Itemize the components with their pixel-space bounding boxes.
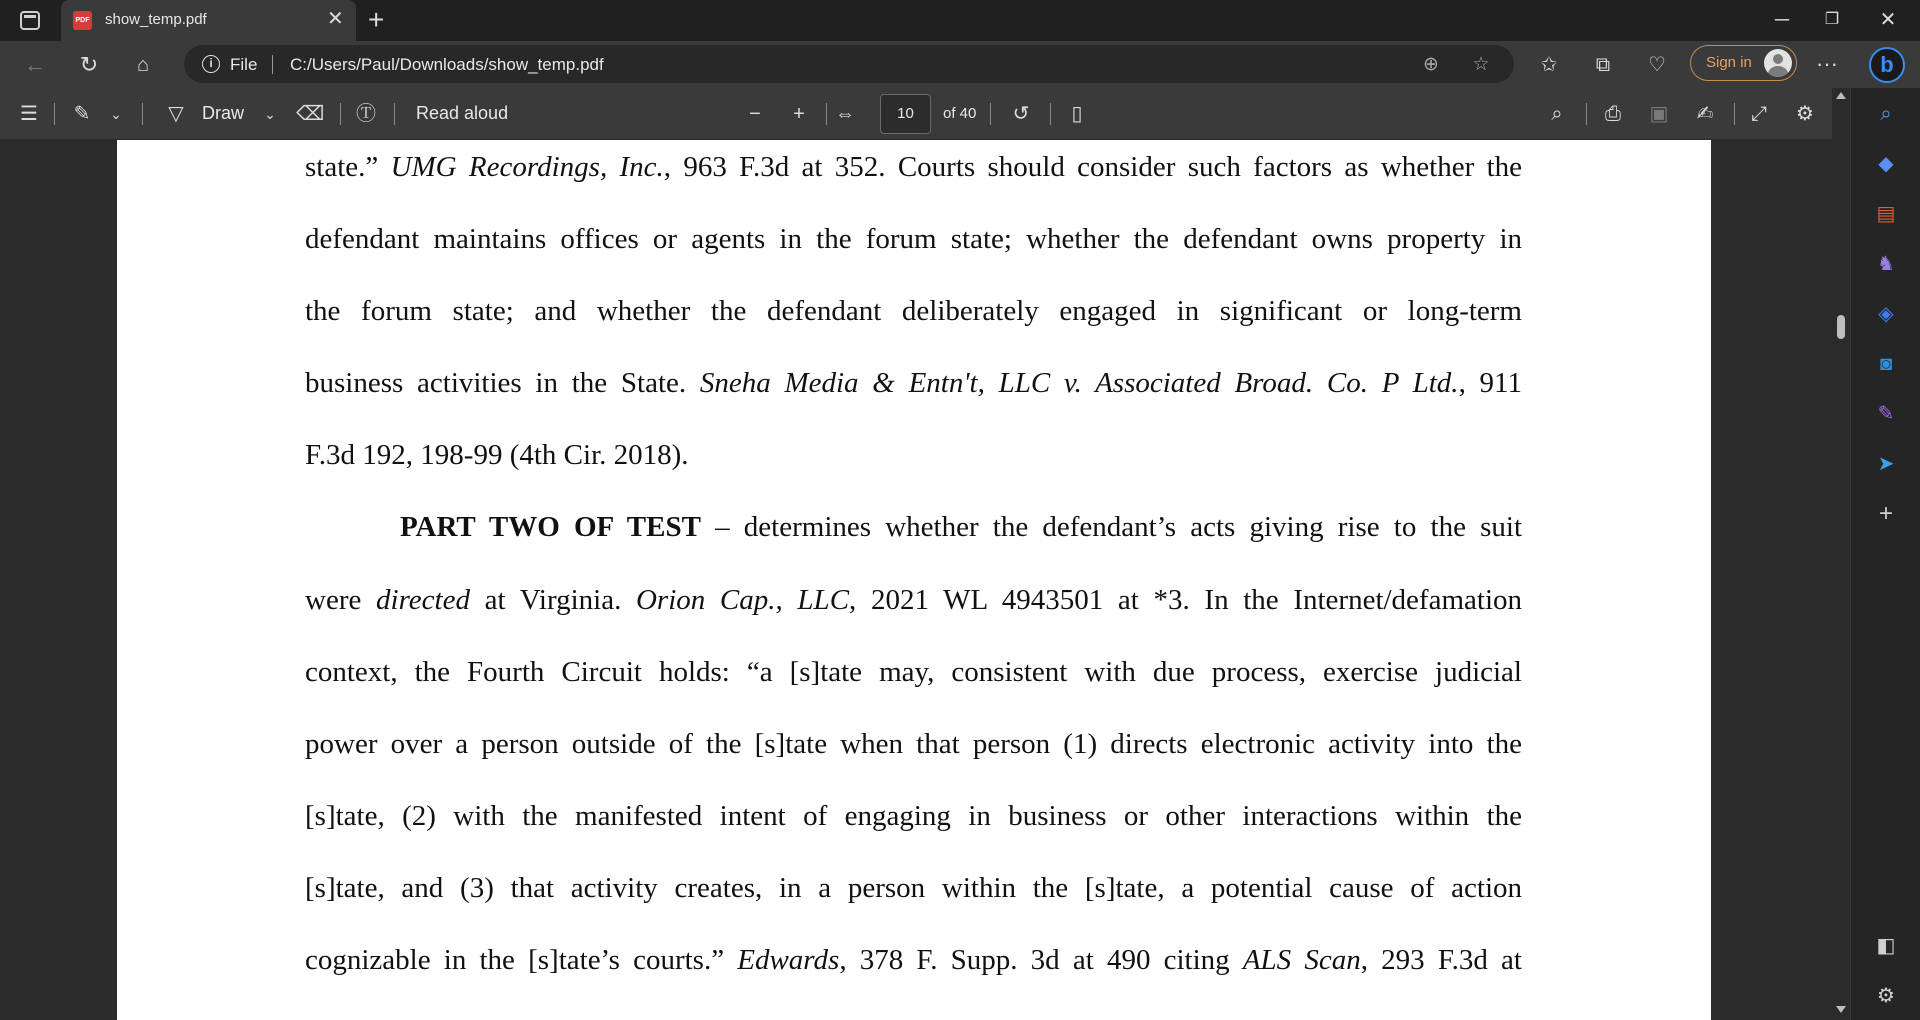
eraser-icon[interactable]: ⌫ <box>296 103 325 125</box>
toolbar-divider <box>54 103 55 125</box>
edge-sidebar <box>1850 88 1920 1020</box>
body-text: , 293 F.3d at <box>1360 944 1522 976</box>
document-line <box>305 294 1522 328</box>
pdf-file-icon: PDF <box>73 11 92 30</box>
page-total-label: of 40 <box>943 105 977 122</box>
body-text: state.” <box>305 151 391 183</box>
body-text: – determines whether the defendant’s acts giving rise to the suit <box>700 511 1523 543</box>
bold-heading-text: PART TWO OF TEST <box>400 511 701 543</box>
omnibox[interactable] <box>184 45 1514 83</box>
browser-essentials-icon[interactable]: ♡ <box>1648 54 1666 76</box>
url-text[interactable]: C:/Users/Paul/Downloads/show_temp.pdf <box>290 55 604 74</box>
search-icon[interactable]: ⌕ <box>1551 103 1563 125</box>
body-text: defendant maintains offices or agents in the forum state; whether the defendant owns property in <box>305 223 1522 255</box>
body-text: at Virginia. <box>469 584 636 616</box>
outlook-icon[interactable]: ◙ <box>1879 353 1893 375</box>
body-text: , 2021 WL 4943501 at *3. In the Internet/defamation <box>849 584 1522 616</box>
toolbar-divider <box>142 103 143 125</box>
document-line <box>305 438 1522 472</box>
minimize-icon[interactable]: ─ <box>1774 9 1790 31</box>
document-line <box>305 727 1522 761</box>
copilot-app-icon[interactable]: ◈ <box>1878 303 1894 325</box>
tab-close-icon[interactable]: ✕ <box>327 8 344 30</box>
document-line <box>305 799 1522 833</box>
table-of-contents-icon[interactable]: ☰ <box>20 103 38 125</box>
body-text: power over a person outside of the [s]tate when that person (1) directs electronic activity into the <box>305 728 1522 760</box>
body-text: business activities in the State. <box>305 367 700 399</box>
restore-icon[interactable]: ❐ <box>1824 11 1840 28</box>
zoom-in-icon[interactable]: + <box>793 103 805 125</box>
pdf-page <box>117 140 1711 1020</box>
pdf-viewer[interactable] <box>0 140 1832 1020</box>
read-aloud-button[interactable]: Read aloud <box>416 103 509 123</box>
draw-dropdown-chevron-icon[interactable]: ⌄ <box>264 106 276 122</box>
toolbar-divider <box>394 103 395 125</box>
draw-icon[interactable]: ▽ <box>168 103 184 125</box>
body-text: , 963 F.3d at 352. Courts should consider such factors as whether the <box>663 151 1522 183</box>
highlight-dropdown-chevron-icon[interactable]: ⌄ <box>110 106 122 122</box>
sidebar-settings-gear-icon[interactable]: ⚙ <box>1877 985 1895 1007</box>
save-icon[interactable]: ▣ <box>1649 103 1669 125</box>
zoom-icon[interactable]: ⊕ <box>1423 54 1439 75</box>
favorites-icon[interactable]: ✩ <box>1540 54 1558 76</box>
refresh-icon[interactable]: ↻ <box>79 52 99 77</box>
document-line <box>305 222 1522 256</box>
toolbar-divider <box>990 103 991 125</box>
body-text: F.3d 192, 198-99 (4th Cir. 2018). <box>305 439 689 471</box>
body-text: , 911 <box>1458 367 1522 399</box>
scheme-label: File <box>230 55 258 74</box>
hide-sidebar-icon[interactable]: ◧ <box>1876 935 1896 957</box>
italic-text: Orion Cap., LLC <box>635 584 850 616</box>
home-icon[interactable]: ⌂ <box>136 54 150 76</box>
highlight-icon[interactable]: ✎ <box>73 103 91 125</box>
new-tab-button[interactable]: + <box>368 4 385 35</box>
info-icon[interactable]: i <box>202 55 220 73</box>
document-line <box>305 510 1522 544</box>
more-options-icon[interactable]: ··· <box>1816 51 1838 76</box>
toolbar-divider <box>1586 103 1587 125</box>
document-line <box>305 150 1522 184</box>
sidebar-search-icon[interactable]: ⌕ <box>1880 103 1892 125</box>
toolbar-divider <box>340 103 341 125</box>
document-line <box>305 366 1522 400</box>
save-as-icon[interactable]: ✍ <box>1696 103 1714 125</box>
italic-text: Sneha Media & Entn't, LLC v. Associated Broad. Co. P Ltd. <box>699 367 1459 399</box>
italic-text: ALS Scan <box>1242 944 1361 976</box>
favorite-star-icon[interactable]: ☆ <box>1472 54 1490 75</box>
page-view-icon[interactable]: ▯ <box>1071 103 1083 125</box>
sign-in-label: Sign in <box>1706 54 1752 71</box>
back-arrow-icon[interactable]: ← <box>24 52 46 77</box>
games-icon[interactable]: ♞ <box>1877 253 1895 275</box>
italic-text: directed <box>376 584 470 616</box>
body-text: were <box>305 584 377 616</box>
fullscreen-icon[interactable]: ⤢ <box>1751 103 1767 125</box>
body-text: [s]tate, (2) with the manifested intent of engaging in business or other interactions within the <box>305 800 1522 832</box>
send-plane-icon[interactable]: ➤ <box>1877 453 1895 475</box>
body-text: cognizable in the [s]tate’s courts.” <box>305 944 738 976</box>
document-line <box>305 943 1522 977</box>
body-text: [s]tate, and (3) that activity creates, in a person within the [s]tate, a potential cause of action <box>305 872 1522 904</box>
italic-text: UMG Recordings, Inc. <box>390 151 664 183</box>
avatar <box>1764 49 1792 77</box>
collections-icon[interactable]: ⧉ <box>1595 54 1611 76</box>
page-number-input[interactable]: 10 <box>880 94 931 134</box>
settings-gear-icon[interactable]: ⚙ <box>1796 103 1814 125</box>
body-text: the forum state; and whether the defendant deliberately engaged in significant or long-term <box>305 295 1522 327</box>
document-line <box>305 871 1522 905</box>
scroll-thumb[interactable] <box>1837 315 1845 339</box>
rotate-icon[interactable]: ↺ <box>1012 103 1030 125</box>
body-text: context, the Fourth Circuit holds: “a [s]tate may, consistent with due process, exercise judicial <box>305 656 1522 688</box>
add-sidebar-app-icon[interactable]: + <box>1878 500 1893 527</box>
zoom-out-icon[interactable]: − <box>749 103 761 125</box>
tab-title: show_temp.pdf <box>105 11 207 28</box>
body-text: , 378 F. Supp. 3d at 490 citing <box>839 944 1243 976</box>
tab-actions-icon[interactable] <box>20 11 40 30</box>
omnibox-divider <box>272 55 273 74</box>
shopping-tag-icon[interactable]: ◆ <box>1878 153 1894 175</box>
document-line <box>305 583 1522 617</box>
toolbar-divider <box>1050 103 1051 125</box>
sign-in-button[interactable] <box>1690 45 1797 81</box>
vertical-scrollbar[interactable] <box>1832 88 1850 1020</box>
fit-to-width-icon[interactable]: ⇔ <box>835 103 855 125</box>
window-close-icon[interactable]: ✕ <box>1879 9 1897 31</box>
scroll-down-arrow-icon[interactable] <box>1836 1006 1846 1013</box>
italic-text: Edwards <box>737 944 840 976</box>
add-text-icon[interactable]: Ⓣ <box>356 103 376 125</box>
tools-briefcase-icon[interactable]: ▤ <box>1876 203 1896 225</box>
tab-bar <box>0 0 1920 41</box>
designer-icon[interactable]: ✎ <box>1877 403 1895 425</box>
address-bar <box>0 41 1920 88</box>
pdf-toolbar <box>0 88 1832 140</box>
bing-copilot-icon[interactable]: b <box>1869 47 1905 83</box>
tab-show-temp[interactable] <box>61 0 356 41</box>
toolbar-divider <box>1734 103 1735 125</box>
draw-button[interactable]: Draw <box>202 103 245 123</box>
scroll-up-arrow-icon[interactable] <box>1836 92 1846 99</box>
document-line <box>305 655 1522 689</box>
print-icon[interactable]: ⎙ <box>1605 103 1621 125</box>
toolbar-divider <box>826 103 827 125</box>
